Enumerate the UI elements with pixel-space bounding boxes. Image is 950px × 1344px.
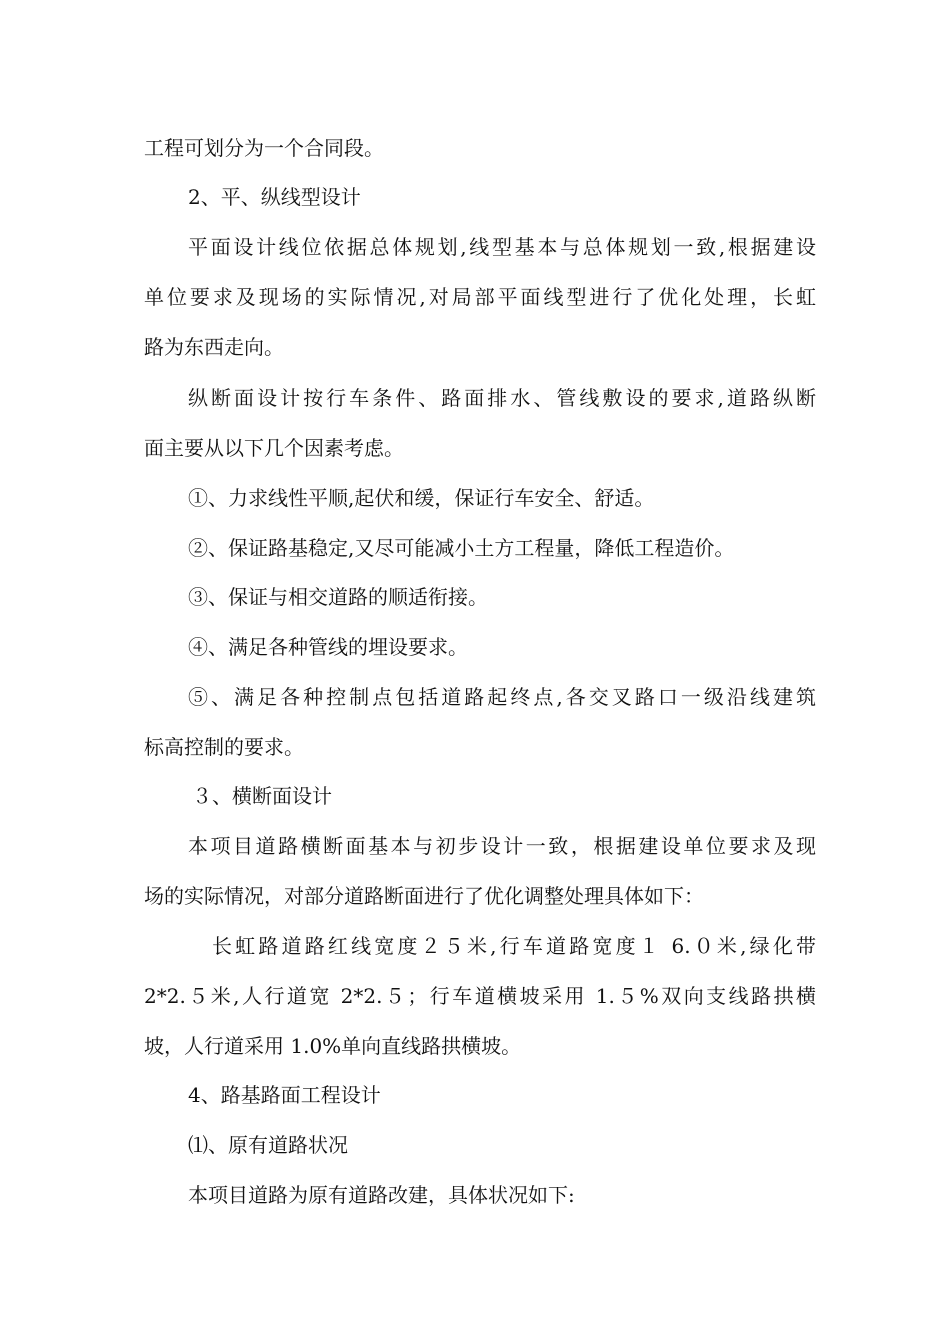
text-line: 面主要从以下几个因素考虑。 [144, 436, 404, 460]
list-item: ③、保证与相交道路的顺适衔接。 [188, 585, 488, 609]
text-line: 标高控制的要求。 [144, 735, 304, 759]
text-line: 2*2.５米,人行道宽 2*2.５；行车道横坡采用 1.５%双向支线路拱横 [144, 984, 816, 1008]
text-line: 纵断面设计按行车条件、路面排水、管线敷设的要求,道路纵断 [188, 386, 816, 410]
text-line: 场的实际情况，对部分道路断面进行了优化调整处理具体如下： [144, 884, 704, 908]
list-item: ①、力求线性平顺,起伏和缓，保证行车安全、舒适。 [188, 486, 655, 510]
text-line: 路为东西走向。 [144, 335, 284, 359]
list-item: ④、满足各种管线的埋设要求。 [188, 635, 468, 659]
section-heading: ３、横断面设计 [192, 784, 332, 808]
list-item: ⑤、满足各种控制点包括道路起终点,各交叉路口一级沿线建筑 [188, 685, 816, 709]
text-line: 坡，人行道采用 1.0%单向直线路拱横坡。 [144, 1034, 522, 1058]
text-line: 平面设计线位依据总体规划,线型基本与总体规划一致,根据建设 [188, 235, 816, 259]
text-line: 本项目道路横断面基本与初步设计一致，根据建设单位要求及现 [188, 834, 816, 858]
text-line: 长虹路道路红线宽度２５米,行车道路宽度１ 6.０米,绿化带 [212, 934, 816, 958]
list-item: ②、保证路基稳定,又尽可能减小土方工程量，降低工程造价。 [188, 536, 735, 560]
section-heading: 2、平、纵线型设计 [188, 185, 361, 209]
text-line: 单位要求及现场的实际情况,对局部平面线型进行了优化处理，长虹 [144, 285, 816, 309]
subsection-heading: ⑴、原有道路状况 [188, 1133, 348, 1157]
text-line: 本项目道路为原有道路改建，具体状况如下: [188, 1183, 575, 1207]
section-heading: 4、路基路面工程设计 [188, 1083, 381, 1107]
text-line: 工程可划分为一个合同段。 [144, 136, 384, 160]
